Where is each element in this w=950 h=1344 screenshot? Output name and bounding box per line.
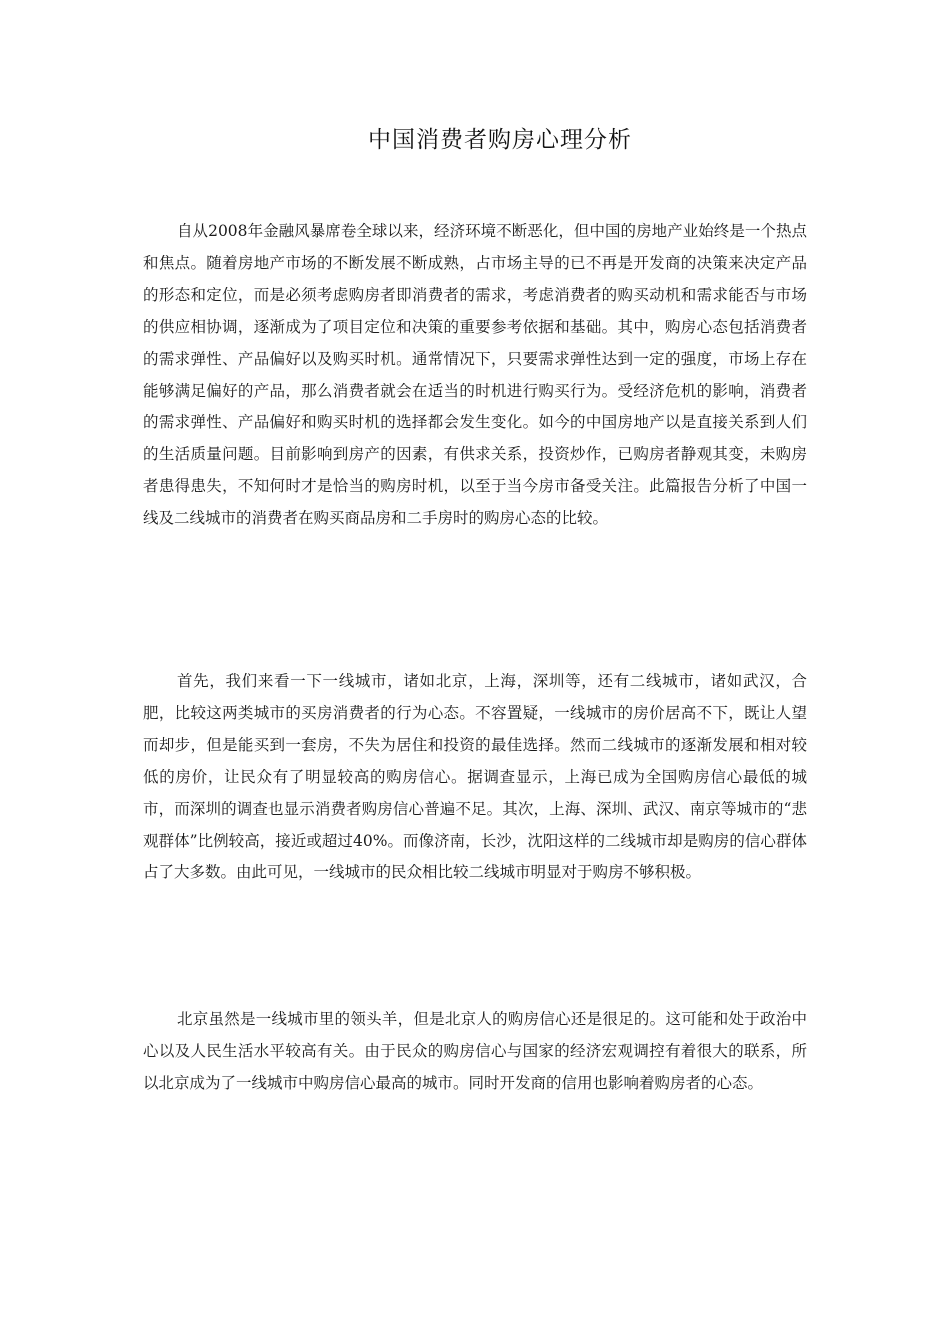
page-title: 中国消费者购房心理分析 [368, 127, 632, 153]
paragraph-intro: 自从2008年金融风暴席卷全球以来，经济环境不断恶化，但中国的房地产业始终是一个热点和焦点。随着房地产市场的不断发展不断成熟，占市场主导的已不再是开发商的决策来决定产品的形态和定位，而是必须考虑购房者即消费者的需求，考虑消费者的购买动机和需求能否与市场的供应相协调，逐渐成为了项目定位和决策的重要参考依据和基础。其中，购房心态包括消费者的需求弹性、产品偏好以及购买时机。通常情况下，只要需求弹性达到一定的强度，市场上存在能够满足偏好的产品，那么消费者就会在适当的时机进行购买行为。受经济危机的影响，消费者的需求弹性、产品偏好和购买时机的选择都会发生变化。如今的中国房地产以是直接关系到人们的生活质量问题。目前影响到房产的因素，有供求关系，投资炒作，已购房者静观其变，未购房者患得患失，不知何时才是恰当的购房时机，以至于当今房市备受关注。此篇报告分析了中国一线及二线城市的消费者在购买商品房和二手房时的购房心态的比较。 [143, 222, 807, 528]
paragraph-city-comparison: 首先，我们来看一下一线城市，诸如北京，上海，深圳等，还有二线城市，诸如武汉，合肥，比较这两类城市的买房消费者的行为心态。不容置疑，一线城市的房价居高不下，既让人望而却步，但是能买到一套房，不失为居住和投资的最佳选择。然而二线城市的逐渐发展和相对较低的房价，让民众有了明显较高的购房信心。据调查显示，上海已成为全国购房信心最低的城市，而深圳的调查也显示消费者购房信心普遍不足。其次，上海、深圳、武汉、南京等城市的“悲观群体”比例较高，接近或超过40%。而像济南，长沙，沈阳这样的二线城市却是购房的信心群体占了大多数。由此可见，一线城市的民众相比较二线城市明显对于购房不够积极。 [143, 672, 807, 882]
paragraph-beijing: 北京虽然是一线城市里的领头羊，但是北京人的购房信心还是很足的。这可能和处于政治中心以及人民生活水平较高有关。由于民众的购房信心与国家的经济宏观调控有着很大的联系，所以北京成为了一线城市中购房信心最高的城市。同时开发商的信用也影响着购房者的心态。 [143, 1010, 807, 1092]
